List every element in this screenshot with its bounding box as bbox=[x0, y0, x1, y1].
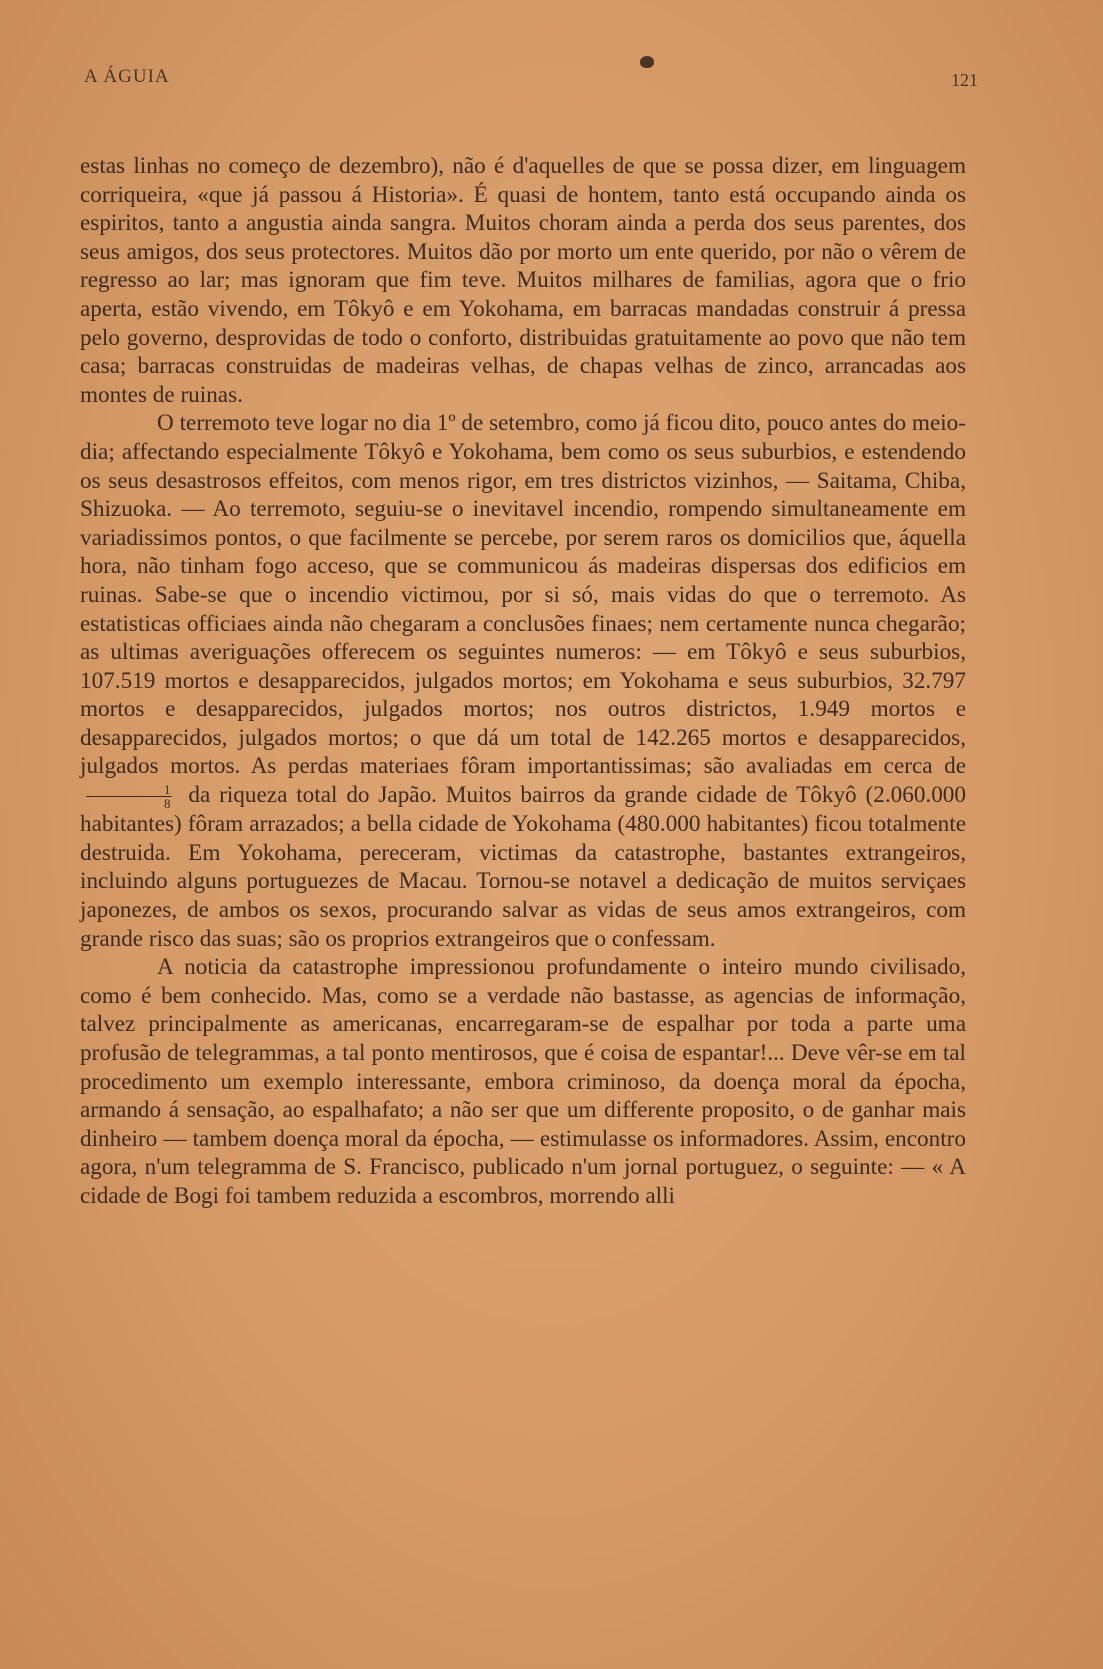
running-head: A ÁGUIA bbox=[84, 66, 170, 87]
fraction-numerator: 1 bbox=[86, 783, 172, 797]
paragraph bbox=[80, 409, 966, 953]
paragraph: estas linhas no começo de dezembro), não é d'aquelles de que se possa dizer, em linguagem corriqueira, «que já passou á Historia». É quasi de hontem, tanto está occupando ainda os espiritos, tanto a angustia ainda sangra. Muitos choram ainda a perda dos seus parentes, dos seus amigos, dos seus protectores. Muitos dão por morto um ente querido, por não o vêrem de regresso ao lar; mas ignoram que fim teve. Muitos milhares de familias, agora que o frio aperta, estão vivendo, em Tôkyô e em Yokohama, em barracas mandadas construir á pressa pelo governo, desprovidas de todo o conforto, distribuidas gratuitamente ao povo que não tem casa; barracas construidas de madeiras velhas, de chapas velhas de zinco, arrancadas aos montes de ruinas. bbox=[80, 153, 966, 408]
fraction bbox=[86, 783, 172, 810]
fraction-denominator: 8 bbox=[164, 796, 171, 812]
body-text bbox=[80, 152, 966, 1211]
paragraph-text: O terremoto teve logar no dia 1º de setembro, como já ficou dito, pouco antes do meio-dia; affectando especialmente Tôkyô e Yokohama, bem como os seus suburbios, e estendendo os seus desastrosos effeitos, com menos rigor, em tres districtos vizinhos, — Saitama, Chiba, Shizuoka. — Ao terremoto, seguiu-se o inevitavel incendio, rompendo simultaneamente em variadissimos pontos, o que facilmente se percebe, por serem raros os domicilios que, áquella hora, não tinham fogo acceso, que se communicou ás madeiras dispersas dos edificios em ruinas. Sabe-se que o incendio victimou, por si só, mais vidas do que o terremoto. As estatisticas officiaes ainda não chegaram a conclusões finaes; nem certamente nunca chegarão; as ultimas averiguações offerecem os seguintes numeros: — em Tôkyô e seus suburbios, 107.519 mortos e desapparecidos, julgados mortos; em Yokohama e seus suburbios, 32.797 mortos e desapparecidos, julgados mortos; nos outros districtos, 1.949 mortos e desapparecidos, julgados mortos; o que dá um total de 142.265 mortos e desapparecidos, julgados mortos. As perdas materiaes fôram importantissimas; são avaliadas em cerca de bbox=[80, 410, 966, 780]
page-number: 121 bbox=[951, 70, 978, 90]
ink-blot bbox=[640, 56, 654, 68]
paragraph: A noticia da catastrophe impressionou profundamente o inteiro mundo civilisado, como é bem conhecido. Mas, como se a verdade não bastasse, as agencias de informação, talvez principalmente as americanas, encarregaram-se de espalhar por toda a parte uma profusão de telegrammas, a tal ponto mentirosos, que é coisa de espantar!... Deve vêr-se em tal procedimento um exemplo interessante, embora criminoso, da doença moral da épocha, armando á sensação, ao espalhafato; a não ser que um differente proposito, o de ganhar mais dinheiro — tambem doença moral da épocha, — estimulasse os informadores. Assim, encontro agora, n'um telegramma de S. Francisco, publicado n'um jornal portuguez, o seguinte: — « A cidade de Bogi foi tambem reduzida a escombros, morrendo alli bbox=[80, 954, 966, 1209]
paragraph-text: da riqueza total do Japão. Muitos bairros da grande cidade de Tôkyô (2.060.000 habitantes) fôram arrazados; a bella cidade de Yokohama (480.000 habitantes) ficou totalmente destruida. Em Yokohama, pereceram, victimas da catastrophe, bastantes extrangeiros, incluindo alguns portuguezes de Macau. Tornou-se notavel a dedicação de muitos serviçaes japonezes, de ambos os sexos, procurando salvar as vidas de seus amos extrangeiros, com grande risco das suas; são os proprios extrangeiros que o confessam. bbox=[80, 782, 966, 952]
